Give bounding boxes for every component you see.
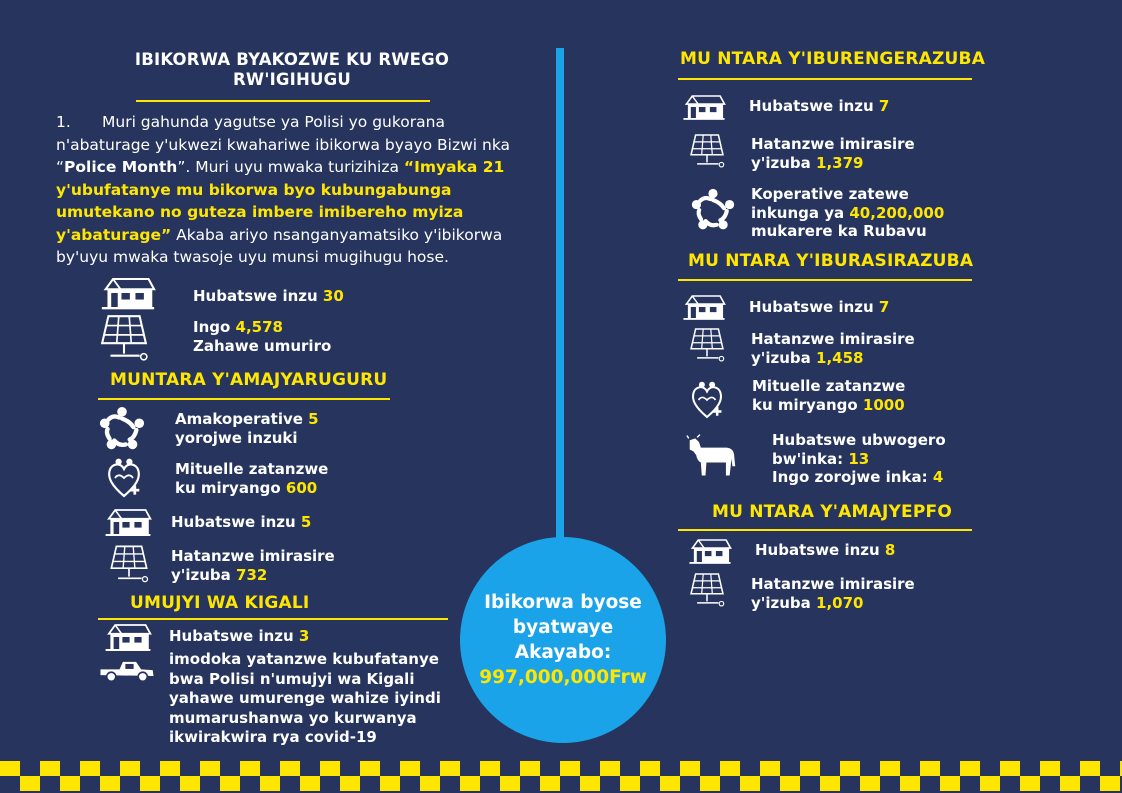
- east-solar: Hatanzwe imirasire y'izuba 1,458: [751, 330, 915, 367]
- solar-panel-icon: [98, 314, 150, 362]
- total-amount: 997,000,000Frw: [479, 667, 647, 688]
- north-title-rule: [98, 398, 390, 400]
- cooperative-icon: [98, 406, 146, 454]
- intro-highlight: “Imyaka 21 y'ubufatanye mu bikorwa byo kubungabunga umutekano no guteza imbere imibereho myiza y'abaturage”: [56, 158, 505, 244]
- east-title: MU NTARA Y'IBURASIRAZUBA: [688, 251, 974, 271]
- total-cost-circle: Ibikorwa byose byatwaye Akayabo: 997,000,000Frw: [460, 537, 666, 743]
- intro-paragraph: 1. Muri gahunda yagutse ya Polisi yo gukorana n'abaturage y'ukwezi kwahariwe ibikorwa byayo Bizwi nka “Police Month”. Muri uyu mwaka turizihiza “Imyaka 21 y'ubufatanye mu bikorwa byo kubungabunga umutekano no guteza imbere imibereho myiza y'abaturage” Akaba ariyo nsanganyamatsiko y'ibikorwa by'uyu mwaka twasoje uyu munsi mugihugu hose.: [56, 113, 511, 266]
- mutuelle-heart-icon: [690, 378, 724, 422]
- mutuelle-heart-icon: [106, 456, 142, 500]
- north-solar: Hatanzwe imirasire y'izuba 732: [171, 547, 335, 584]
- intro-number: 1.: [56, 113, 71, 131]
- national-title: IBIKORWA BYAKOZWE KU RWEGO RW'IGIHUGU: [134, 50, 450, 89]
- west-houses: Hubatswe inzu 7: [749, 97, 890, 115]
- kigali-vehicle: imodoka yatanzwe kubufatanye bwa Polisi n'umujyi wa Kigali yahawe umurenge wahize iyindi mumarushanwa yo kurwanya ikwirakwira rya covid-19: [169, 650, 441, 746]
- pickup-truck-icon: [98, 658, 156, 684]
- solar-panel-icon: [688, 133, 726, 169]
- national-title-rule: [136, 100, 430, 102]
- solar-panel-icon: [688, 327, 726, 363]
- house-icon: [682, 93, 726, 121]
- east-mutuelle: Mituelle zatanzwe ku miryango 1000: [752, 377, 906, 414]
- north-cooperatives: Amakoperative 5 yorojwe inzuki: [175, 410, 319, 447]
- south-houses: Hubatswe inzu 8: [755, 541, 896, 559]
- solar-panel-icon: [688, 572, 726, 608]
- west-title: MU NTARA Y'IBURENGERAZUBA: [680, 49, 986, 69]
- west-title-rule: [678, 78, 972, 80]
- north-mutuelle: Mituelle zatanzwe ku miryango 600: [175, 460, 329, 497]
- house-icon: [104, 622, 152, 652]
- national-houses: Hubatswe inzu 30: [193, 287, 344, 305]
- south-solar: Hatanzwe imirasire y'izuba 1,070: [751, 575, 915, 612]
- house-icon: [104, 507, 152, 537]
- north-title: MUNTARA Y'AMAJYARUGURU: [110, 370, 388, 390]
- east-title-rule: [678, 279, 972, 281]
- solar-panel-icon: [108, 544, 150, 584]
- west-cooperatives: Koperative zatewe inkunga ya 40,200,000 mukarere ka Rubavu: [751, 185, 945, 240]
- east-cattle: Hubatswe ubwogero bw'inka: 13 Ingo zorojwe inka: 4: [772, 431, 946, 486]
- east-houses: Hubatswe inzu 7: [749, 298, 890, 316]
- national-homes-electricity: Ingo 4,578 Zahawe umuriro: [193, 318, 332, 355]
- cooperative-icon: [690, 188, 736, 234]
- center-divider: [556, 48, 564, 548]
- cow-icon: [686, 434, 738, 478]
- west-solar: Hatanzwe imirasire y'izuba 1,379: [751, 135, 915, 172]
- kigali-houses: Hubatswe inzu 3: [169, 627, 310, 645]
- north-houses: Hubatswe inzu 5: [171, 513, 312, 531]
- checkered-band: [0, 759, 1122, 793]
- south-title-rule: [678, 529, 972, 531]
- kigali-title-rule: [98, 618, 448, 620]
- south-title: MU NTARA Y'AMAJYEPFO: [712, 502, 952, 522]
- house-icon: [688, 537, 732, 565]
- house-icon: [100, 276, 156, 310]
- house-icon: [682, 293, 726, 321]
- kigali-title: UMUJYI WA KIGALI: [130, 593, 310, 613]
